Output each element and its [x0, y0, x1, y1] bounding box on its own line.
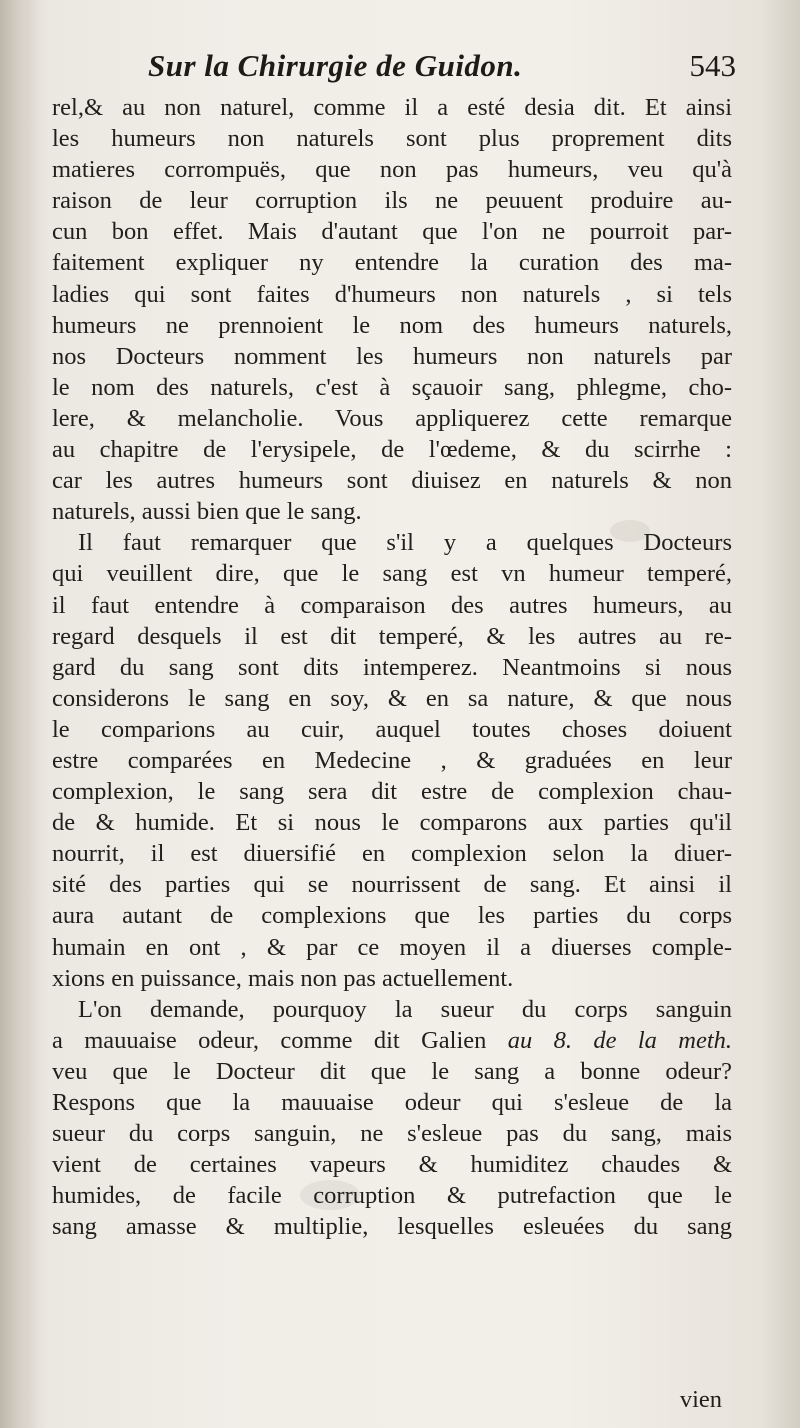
text-line: L'on demande, pourquoy la sueur du corps sanguin — [78, 995, 732, 1023]
running-title: Sur la Chirurgie de Guidon. — [148, 48, 523, 83]
text-line: sang amasse & multiplie, lesquelles esleuées du sang — [52, 1213, 732, 1241]
text-line: xions en puissance, mais non pas actuellement. — [52, 964, 514, 992]
text-line: il faut entendre à comparaison des autres humeurs, au — [52, 591, 732, 619]
body-text — [52, 92, 732, 1242]
page-header — [148, 48, 748, 92]
text-line: humides, de facile corruption & putrefaction que le — [52, 1182, 732, 1210]
text-line: naturels, aussi bien que le sang. — [52, 498, 362, 526]
text-line: nourrit, il est diuersifié en complexion selon la diuer- — [52, 840, 732, 868]
text-line: humeurs ne prennoient le nom des humeurs naturels, — [52, 311, 732, 339]
citation-reference: au 8. de la meth. — [507, 1026, 733, 1054]
text-line: Il faut remarquer que s'il y a quelques Docteurs — [78, 529, 732, 557]
text-line: regard desquels il est dit temperé, & les autres au re- — [52, 622, 732, 650]
text-line: sité des parties qui se nourrissent de sang. Et ainsi il — [52, 871, 732, 899]
text-line: faitement expliquer ny entendre la curation des ma- — [52, 249, 732, 277]
text-line: sueur du corps sanguin, ne s'esleue pas du sang, mais — [52, 1120, 732, 1148]
text-line: les humeurs non naturels sont plus proprement dits — [52, 125, 732, 153]
text-line: considerons le sang en soy, & en sa nature, & que nous — [52, 684, 732, 712]
text-line: au chapitre de l'erysipele, de l'œdeme, & du scirrhe : — [52, 436, 732, 464]
page-number: 543 — [689, 48, 736, 83]
text-line: ladies qui sont faites d'humeurs non naturels , si tels — [52, 280, 732, 308]
text-line: nos Docteurs nomment les humeurs non naturels par — [52, 342, 732, 370]
catchword: vien — [679, 1386, 722, 1413]
text-line: estre comparées en Medecine , & graduées en leur — [52, 746, 732, 774]
text-line: cun bon effet. Mais d'autant que l'on ne pourroit par- — [52, 218, 732, 246]
text-fragment: a mauuaise odeur, comme dit Galien — [52, 1026, 487, 1054]
text-line: vient de certaines vapeurs & humiditez chaudes & — [52, 1151, 732, 1179]
text-line: veu que le Docteur dit que le sang a bonne odeur? — [52, 1057, 732, 1085]
text-line: raison de leur corruption ils ne peuuent produire au- — [52, 187, 732, 215]
text-line: car les autres humeurs sont diuisez en naturels & non — [52, 467, 732, 495]
text-line — [52, 1025, 732, 1056]
text-line: rel,& au non naturel, comme il a esté desia dit. Et ainsi — [52, 94, 732, 121]
text-line: Respons que la mauuaise odeur qui s'esleue de la — [52, 1089, 732, 1116]
text-line: humain en ont , & par ce moyen il a diuerses comple- — [52, 933, 732, 961]
text-line: le nom des naturels, c'est à sçauoir sang, phlegme, cho- — [52, 373, 732, 401]
text-line: le comparions au cuir, auquel toutes choses doiuent — [52, 715, 732, 743]
text-line: matieres corrompuës, que non pas humeurs, veu qu'à — [52, 156, 732, 184]
text-line: gard du sang sont dits intemperez. Neantmoins si nous — [52, 653, 732, 681]
text-line: complexion, le sang sera dit estre de complexion chau- — [52, 778, 732, 806]
text-line: lere, & melancholie. Vous appliquerez cette remarque — [52, 404, 732, 432]
text-line: qui veuillent dire, que le sang est vn humeur temperé, — [52, 560, 732, 588]
text-line: aura autant de complexions que les parties du corps — [52, 902, 732, 930]
page-gutter — [0, 0, 38, 1428]
text-line: de & humide. Et si nous le comparons aux parties qu'il — [52, 809, 732, 837]
